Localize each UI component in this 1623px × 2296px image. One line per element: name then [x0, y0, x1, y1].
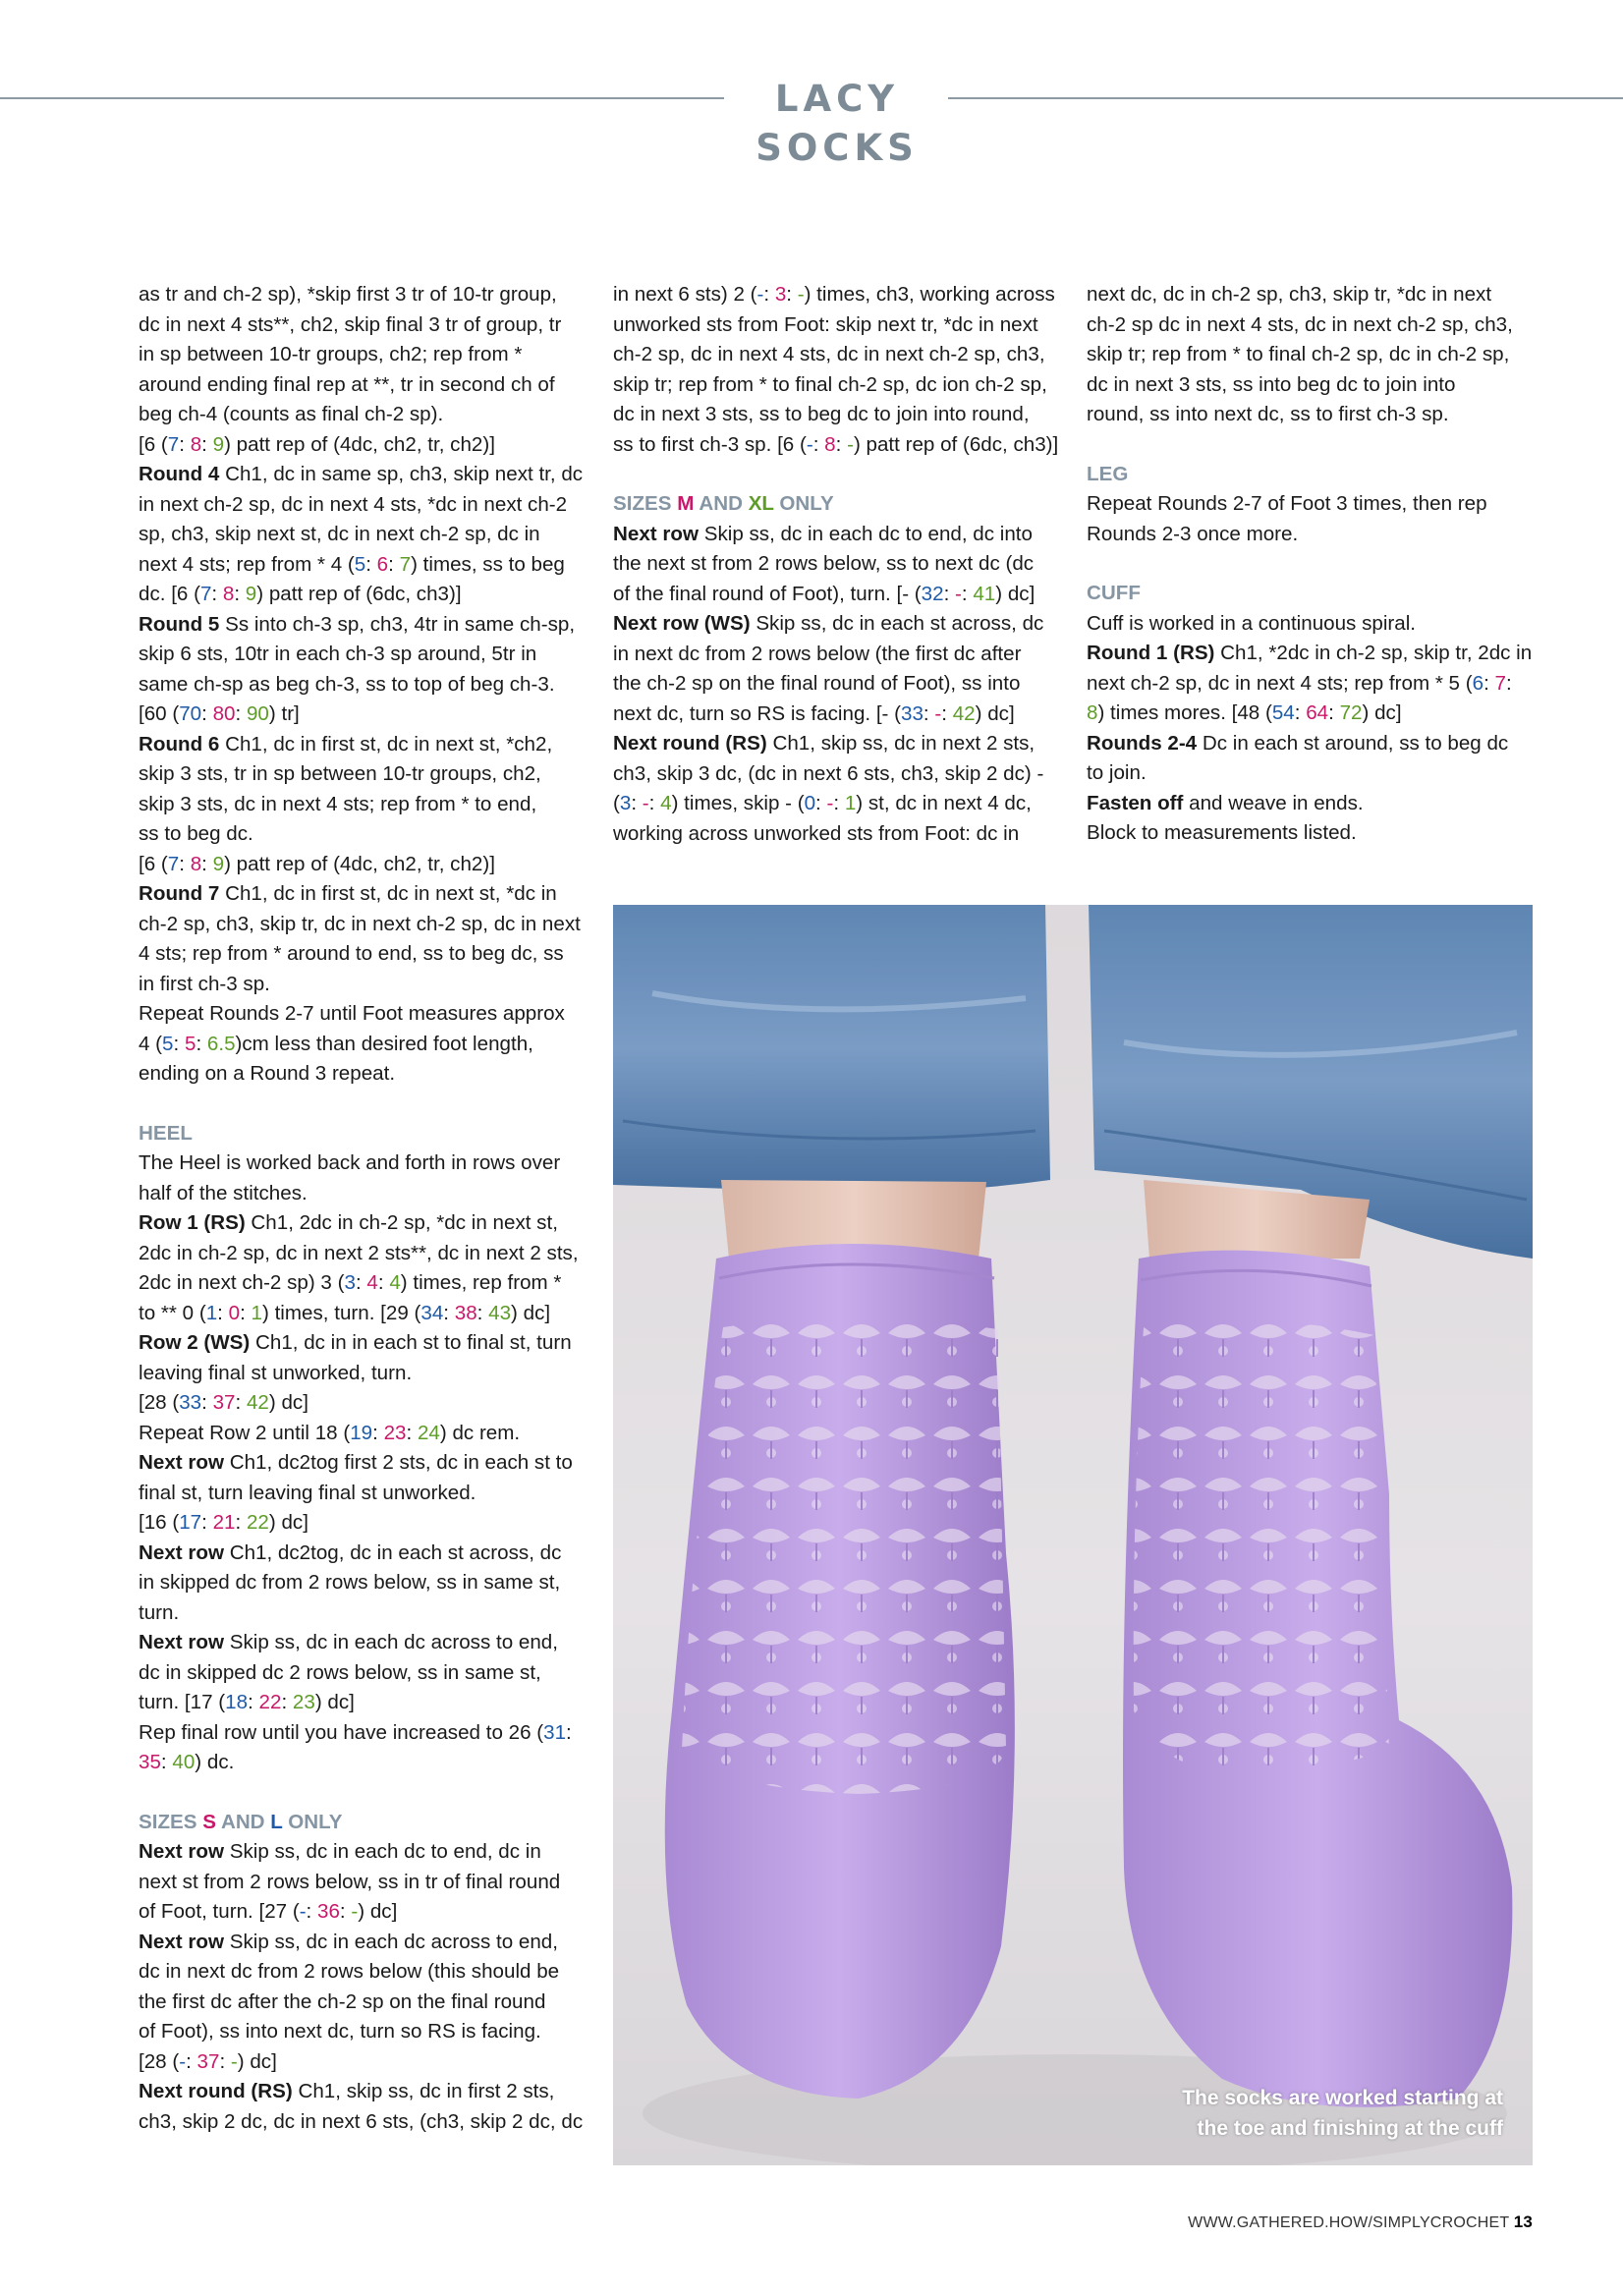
pattern-column-2: in next 6 sts) 2 (-: 3: -) times, ch3, working across unworked sts from Foot: skip next tr, *dc in next ch-2 sp, dc in next 4 sts, dc in next ch-2 sp, ch3, skip tr; rep from * to final ch-2 sp, dc ion ch-2 sp, dc in next 3 sts, ss to beg dc to join into round, ss to first ch-3 sp. [6 (-: 8: -) patt rep of (6dc, ch3)] SIZES M AND XL ONLY Next row Skip ss, dc in each dc to end, dc into the next st from 2 rows below, ss to next dc (dc of the final round of Foot), turn. [- (32: -: 41) dc] Next row (WS) Skip ss, dc in each st across, dc in next dc from 2 rows below (the first dc after the ch-2 sp on the final round of Foot), ss into next dc, turn so RS is facing. [- (33: -: 42) dc] Next round (RS) Ch1, skip ss, dc in next 2 sts, ch3, skip 3 dc, (dc in next 6 sts, ch3, skip 2 dc) - (3: -: 4) times, skip - (0: -: 1) st, dc in next 4 dc, working across unworked sts from Foot: dc in	[613, 283, 1059, 845]
page-number: 13	[1513, 2212, 1533, 2231]
page-footer	[1188, 2212, 1533, 2232]
socks-photo	[613, 905, 1533, 2165]
caption-line-2: the toe and finishing at the cuff	[1197, 2117, 1503, 2140]
footer-url: WWW.GATHERED.HOW/SIMPLYCROCHET	[1188, 2214, 1510, 2231]
header-rule-left	[0, 97, 724, 99]
caption-line-1: The socks are worked starting at	[1182, 2087, 1503, 2109]
photo-caption	[1182, 2083, 1503, 2144]
page-title: LACY SOCKS	[756, 78, 919, 169]
pattern-column-1: as tr and ch-2 sp), *skip first 3 tr of 10-tr group, dc in next 4 sts**, ch2, skip final 3 tr of group, tr in sp between 10-tr groups, ch2; rep from * around ending final rep at **, tr in second ch of beg ch-4 (counts as final ch-2 sp). [6 (7: 8: 9) patt rep of (4dc, ch2, tr, ch2)] Round 4 Ch1, dc in same sp, ch3, skip next tr, dc in next ch-2 sp, dc in next 4 sts, *dc in next ch-2 sp, ch3, skip next st, dc in next ch-2 sp, dc in next 4 sts; rep from * 4 (5: 6: 7) times, ss to beg dc. [6 (7: 8: 9) patt rep of (6dc, ch3)] Round 5 Ss into ch-3 sp, ch3, 4tr in same ch-sp, skip 6 sts, 10tr in each ch-3 sp around, 5tr in same ch-sp as beg ch-3, ss to top of beg ch-3. [60 (70: 80: 90) tr] Round 6 Ch1, dc in first st, dc in next st, *ch2, skip 3 sts, tr in sp between 10-tr groups, ch2, skip 3 sts, dc in next 4 sts; rep from * to end, ss to beg dc. [6 (7: 8: 9) patt rep of (4dc, ch2, tr, ch2)] Round 7 Ch1, dc in first st, dc in next st, *dc in ch-2 sp, ch3, skip tr, dc in next ch-2 sp, dc in next 4 sts; rep from * around to end, ss to beg dc, ss in first ch-3 sp. Repeat Rounds 2-7 until Foot measures approx 4 (5: 5: 6.5)cm less than desired foot length, ending on a Round 3 repeat. HEEL The Heel is worked back and forth in rows over half of the stitches. Row 1 (RS) Ch1, 2dc in ch-2 sp, *dc in next st, 2dc in ch-2 sp, dc in next 2 sts**, dc in next 2 sts, 2dc in next ch-2 sp) 3 (3: 4: 4) times, rep from * to ** 0 (1: 0: 1) times, turn. [29 (34: 38: 43) dc] Row 2 (WS) Ch1, dc in in each st to final st, turn leaving final st unworked, turn. [28 (33: 37: 42) dc] Repeat Row 2 until 18 (19: 23: 24) dc rem. Next row Ch1, dc2tog first 2 sts, dc in each st to final st, turn leaving final st unworked. [16 (17: 21: 22) dc] Next row Ch1, dc2tog, dc in each st across, dc in skipped dc from 2 rows below, ss in same st, turn. Next row Skip ss, dc in each dc across to end, dc in skipped dc 2 rows below, ss in same st, turn. [17 (18: 22: 23) dc] Rep final row until you have increased to 26 (31: 35: 40) dc. SIZES S AND L ONLY Next row Skip ss, dc in each dc to end, dc in next st from 2 rows below, ss in tr of final round of Foot, turn. [27 (-: 36: -) dc] Next row Skip ss, dc in each dc across to end, dc in next dc from 2 rows below (this should be the first dc after the ch-2 sp on the final round of Foot), ss into next dc, turn so RS is facing. [28 (-: 37: -) dc] Next round (RS) Ch1, skip ss, dc in first 2 sts, ch3, skip 2 dc, dc in next 6 sts, (ch3, skip 2 dc, dc	[139, 283, 584, 2133]
pattern-column-3: next dc, dc in ch-2 sp, ch3, skip tr, *dc in next ch-2 sp dc in next 4 sts, dc in next ch-2 sp, ch3, skip tr; rep from * to final ch-2 sp, dc in ch-2 sp, dc in next 3 sts, ss into beg dc to join into round, ss into next dc, ss to first ch-3 sp. LEG Repeat Rounds 2-7 of Foot 3 times, then rep Rounds 2-3 once more. CUFF Cuff is worked in a continuous spiral. Round 1 (RS) Ch1, *2dc in ch-2 sp, skip tr, 2dc in next ch-2 sp, dc in next 4 sts; rep from * 5 (6: 7: 8) times mores. [48 (54: 64: 72) dc] Rounds 2-4 Dc in each st around, ss to beg dc to join. Fasten off and weave in ends. Block to measurements listed.	[1087, 283, 1533, 844]
header-rule-right	[948, 97, 1623, 99]
